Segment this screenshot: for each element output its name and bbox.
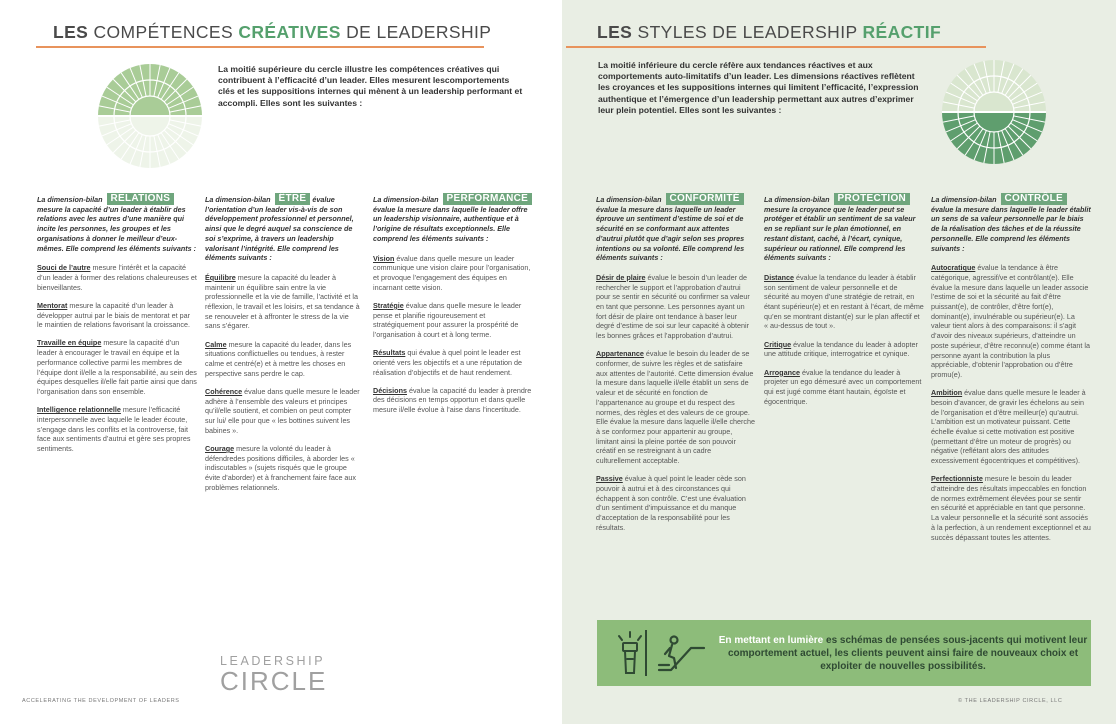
list-item: Distance évalue la tendance du leader à établir son sentiment de valeur personnelle et de sécurité au moyen d’une stratégie de retrait, en étant supérieur(e) et en restant à l’écart, de même qu’en se montrant distant(e) sur le plan affectif et « au-dessus de tout ». xyxy=(764,272,924,331)
leadership-circle-logo: LEADERSHIP CIRCLE xyxy=(220,654,328,696)
list-item: Perfectionniste mesure le besoin du leader d’atteindre des résultats impeccables en fonction de normes extrêmement élevées pour se sentir en sécurité et appréciable en tant que personne. La valeur personnelle et la sécurité sont associés à la perfection, à un rendement exceptionnel et au succès dépassant toutes les attentes. xyxy=(931,474,1091,542)
list-item: Courage mesure la volonté du leader à défendredes positions difficiles, à aborder les « indiscutables » (sujets risqués que le groupe évite d’aborder) et à franchement faire face aux problèmes relationnels. xyxy=(205,443,357,492)
flashlight-icon xyxy=(613,630,647,676)
list-item: Arrogance évalue la tendance du leader à projeter un ego démesuré avec un comportement qui est jugé comme étant hautain, égoïste et égocentrique. xyxy=(764,367,922,406)
title-rule xyxy=(566,46,986,48)
list-item: Désir de plaire évalue le besoin d’un leader de rechercher le support et l’approbation d’autrui pour se sentir en sécurité ou confirmer sa valeur en tant que personne. Les personnes ayant un fort désir de plaire ont tendance à baser leur degré d’estime de soi sur leur capacité à obtenir les bonnes grâces et l’approbation d’autrui. xyxy=(596,272,750,341)
circle-top-half-icon xyxy=(96,62,204,170)
conformite-badge: CONFORMITÉ xyxy=(666,193,744,205)
controle-badge: CONTRÔLE xyxy=(1001,193,1068,205)
list-item: Équilibre mesure la capacité du leader à maintenir un équilibre sain entre la vie professionnelle et la vie de famille, l’activité et la réflexion, le travail et les loisirs, et sa tendance à se renouveler et à affronter le stress de la vie sans s’égarer. xyxy=(205,272,360,331)
insight-banner xyxy=(597,620,1091,686)
list-item: Calme mesure la capacité du leader, dans les situations conflictuelles ou tendues, à rester calme et centré(e) et à mettre les choses en perspective sans perdre le cap. xyxy=(205,339,352,378)
right-footer: © THE LEADERSHIP CIRCLE, LLC xyxy=(958,698,1063,704)
list-item: Résultats qui évalue à quel point le leader est orienté vers les objectifs et a une réputation de réalisation d’objectifs et de haut rendement. xyxy=(373,348,523,377)
list-item: Passive évalue à quel point le leader cède son pouvoir à autrui et à des circonstances qui échappent à son contrôle. C’est une évaluation d’un sentiment d’impuissance et du manque d’acceptation de la responsabilité pour les résultats. xyxy=(596,474,746,532)
list-item: Cohérence évalue dans quelle mesure le leader adhère à l’ensemble des valeurs et principes qu’il/elle soutient, et combien on peut compter sur lui/ elle pour que « les bottines suivent les babines ». xyxy=(205,386,360,435)
relations-badge: RELATIONS xyxy=(107,193,175,205)
dimension-performance: La dimension-bilan PERFORMANCE évalue la mesure dans laquelle le leader offre un leadership visionnaire, authentique et à l’origine de résultats exceptionnels. Elle comprend les éléments suivants : Vision évalue dans quelle mesure un leader communique une vision claire pour l’organisation, et provoque l’engagement des équipes en incarnant cette vision. Stratégie évalue dans quelle mesure le leader pense et planifie rigoureusement et stratégiquement pour assurer la prospérité de l’organisation à court et à long terme. Résultats qui évalue à quel point le leader est orienté vers les objectifs et a une réputation de réalisation d’objectifs et de haut rendement. Décisions évalue la capacité du leader à prendre des décisions en temps opportun et dans quelle mesure il/elle évolue à l’aise dans l’incertitude. xyxy=(373,193,532,415)
creative-page-title: LES COMPÉTENCES CRÉATIVES DE LEADERSHIP xyxy=(53,22,492,42)
dimension-protection: La dimension-bilan PROTECTION mesure la croyance que le leader peut se protéger et établir un sentiment de sa valeur en se repliant sur le plan émotionnel, en restant distant, caché, à l’écart, cynique, supérieur ou rationnel. Elle comprend les éléments suivants : Distance évalue la tendance du leader à établir son sentiment de valeur personnelle et de sécurité au moyen d’une stratégie de retrait, en étant supérieur(e) et en restant à l’écart, de même qu’en se montrant distant(e) sur le plan affectif et « au-dessus de tout ». Critique évalue la tendance du leader à adopter une attitude critique, interrogatrice et cynique. Arrogance évalue la tendance du leader à projeter un ego démesuré avec un comportement qui est jugé comme étant hautain, égoïste et égocentrique. xyxy=(764,193,924,406)
list-item: Critique évalue la tendance du leader à adopter une attitude critique, interrogatrice et cynique. xyxy=(764,339,918,359)
dimension-controle: La dimension-bilan CONTRÔLE évalue la mesure dans laquelle le leader établit un sens de sa valeur personnelle par le biais de la réalisation des tâches et de la réussite personnelle. Elle comprend les éléments suivants : Autocratique évalue la tendance à être catégorique, agressif/ve et contrôlant(e). Elle évalue la mesure dans laquelle un leader associe l’estime de soi et la sécurité au fait d’être puissant(e), de contrôler, d’être fort(e), dominant(e), invulnérable ou supérieur(e). La valeur tient alors à des comparaisons: il s’agit d’avoir des niveaux supérieurs, d’atteindre un poste supérieur, d’être reconnu(e) comme étant la personne ayant la contribution la plus appréciable, d’obtenir l’approbation ou d’être promu(e). Ambition évalue dans quelle mesure le leader à besoin d’avancer, de gravir les échelons au sein de l’organisation et d’être meilleur(e) qu’autrui. L’ambition est un motivateur puissant. Cette échelle évalue si cette motivation est positive (permettant d’être un moteur de progrès) ou négative (reflétant alors des attitudes excessivement égocentriques et compétitives). Perfectionniste mesure le besoin du leader d’atteindre des résultats impeccables en fonction de normes extrêmement élevées pour se sentir en sécurité et appréciable en tant que personne. La valeur personnelle et la sécurité sont associés à la perfection, à un rendement exceptionnel et au succès dépassant toutes les attentes. xyxy=(931,193,1091,542)
reactive-intro: La moitié inférieure du cercle réfère aux tendances réactives et aux comportements auto-limitatifs d’un leader. Les dimensions réactives reflètent les croyances et les suppositions internes qui limitent l’efficacité, l’expression authentique et l’émergence d’un leadership permettant aux autres d’exprimer leur plein potentiel. Elles sont les suivantes : xyxy=(598,60,919,115)
circle-bottom-half-icon xyxy=(940,58,1048,166)
banner-divider xyxy=(645,630,647,676)
dimension-relations: La dimension-bilan RELATIONS mesure la capacité d’un leader à établir des relations avec les autres d’une manière qui incite les personnes, les groupes et les organisations à donner le meilleur d’eux-mêmes. Elle comprend les éléments suivants : Souci de l’autre mesure l’intérêt et la capacité d’un leader à former des relations chaleureuses et bienveillantes. Mentorat mesure la capacité d’un leader à développer autrui par le biais de mentorat et par le maintien de relations favorisant la croissance. Travaille en équipe mesure la capacité d’un leader à encourager le travail en équipe et la performance collective parmi les membres de l’équipe dont il/elle a la responsabilité, au sein des équipes desquelles il/elle fait partie ainsi que dans l’organisation dans son ensemble. Intelligence relationnelle mesure l’efficacité interpersonnelle avec laquelle le leader écoute, s’engage dans les conflits et la controverse, fait face aux sentiments d’autrui et gère ses propres sentiments. xyxy=(37,193,197,453)
protection-badge: PROTECTION xyxy=(834,193,911,205)
list-item: Appartenance évalue le besoin du leader de se conformer, de suivre les règles et de satisfaire aux attentes de l’autorité. Cette dimension évalue la mesure dans laquelle il/elle établit un sens de valeur et de sécurité en fonction de l’appartenance au groupe et du respect des normes, des règles et des valeurs de ce groupe. Elle évalue la mesure dans laquelle il/elle cherche à se conformez pour appartenir au groupe, limitant ainsi la pleine portée de son pouvoir créatif en se restreignant à un cadre culturellement acceptable. xyxy=(596,349,756,466)
banner-message: En mettant en lumière es schémas de pensées sous-jacents qui motivent leur comportement actuel, les clients peuvent ainsi faire de nouveaux choix et exploiter de nouvelles possibilités. xyxy=(718,635,1088,672)
left-footer: ACCELERATING THE DEVELOPMENT OF LEADERS xyxy=(22,698,180,704)
reactive-page-title: LES STYLES DE LEADERSHIP RÉACTIF xyxy=(597,22,942,42)
list-item: Intelligence relationnelle mesure l’efficacité interpersonnelle avec laquelle le leader écoute, s’engage dans les conflits et la controverse, fait face aux sentiments d’autrui et gère ses propres sentiments. xyxy=(37,405,191,453)
escalator-icon xyxy=(657,634,707,674)
performance-badge: PERFORMANCE xyxy=(443,193,533,205)
creative-intro: La moitié supérieure du cercle illustre les compétences créatives qui contribuent à l’efficacité d’un leader. Elles mesurent lescomportements clés et les suppositions internes qui mènent à un leadership performant et accompli. Elles sont les suivantes : xyxy=(218,64,523,108)
dimension-etre: La dimension-bilan ÊTRE évalue l’orientation d’un leader vis-à-vis de son développement professionnel et personnel, ainsi que le degré auquel sa conscience de soi s’exprime, à travers un leadership valorisant l’intégrité. Elle comprend les éléments suivants : Équilibre mesure la capacité du leader à maintenir un équilibre sain entre la vie professionnelle et la vie de famille, l’activité et la réflexion, le travail et les loisirs, et sa tendance à se renouveler et à affronter le stress de la vie sans s’égarer. Calme mesure la capacité du leader, dans les situations conflictuelles ou tendues, à rester calme et centré(e) et à mettre les choses en perspective sans perdre le cap. Cohérence évalue dans quelle mesure le leader adhère à l’ensemble des valeurs et principes qu’il/elle soutient, et combien on peut compter sur lui/ elle pour que « les bottines suivent les babines ». Courage mesure la volonté du leader à défendredes positions difficiles, à aborder les « indiscutables » (sujets risqués que le groupe évite d’aborder) et à franchement faire face aux problèmes relationnels. xyxy=(205,193,363,501)
list-item: Stratégie évalue dans quelle mesure le leader pense et planifie rigoureusement et stratégiquement pour assurer la prospérité de l’organisation à court et à long terme. xyxy=(373,300,522,339)
list-item: Décisions évalue la capacité du leader à prendre des décisions en temps opportun et dans quelle mesure il/elle évolue à l’aise dans l’incertitude. xyxy=(373,385,532,415)
title-rule xyxy=(36,46,484,48)
etre-badge: ÊTRE xyxy=(275,193,311,205)
list-item: Travaille en équipe mesure la capacité d’un leader à encourager le travail en équipe et la performance collective parmi les membres de l’équipe dont il/elle a la responsabilité, au sein des équipes desquelles il/elle fait partie ainsi que dans l’organisation dans son ensemble. xyxy=(37,338,197,396)
list-item: Ambition évalue dans quelle mesure le leader à besoin d’avancer, de gravir les échelons au sein de l’organisation et d’être meilleur(e) qu’autrui. L’ambition est un motivateur puissant. Cette échelle évalue si cette motivation est positive (permettant d’être un moteur de progrès) ou négative (reflétant alors des attitudes excessivement égocentriques et compétitives). xyxy=(931,388,1086,466)
list-item: Souci de l’autre mesure l’intérêt et la capacité d’un leader à former des relations chaleureuses et bienveillantes. xyxy=(37,263,197,292)
list-item: Vision évalue dans quelle mesure un leader communique une vision claire pour l’organisation, et provoque l’engagement des équipes en incarnant cette vision. xyxy=(373,253,531,292)
list-item: Mentorat mesure la capacité d’un leader à développer autrui par le biais de mentorat et par le maintien de relations favorisant la croissance. xyxy=(37,300,191,330)
dimension-conformite: La dimension-bilan CONFORMITÉ évalue la mesure dans laquelle un leader éprouve un sentiment d’estime de soi et de sécurité en se conformant aux attentes d’autrui plutôt que d’agir selon ses propres intentions ou sa volonté. Elle comprend les éléments suivants : Désir de plaire évalue le besoin d’un leader de rechercher le support et l’approbation d’autrui pour se sentir en sécurité ou confirmer sa valeur en tant que personne. Les personnes ayant un fort désir de plaire ont tendance à baser leur degré d’estime de soi sur leur capacité à obtenir les bonnes grâces et l’approbation d’autrui. Appartenance évalue le besoin du leader de se conformer, de suivre les règles et de satisfaire aux attentes de l’autorité. Cette dimension évalue la mesure dans laquelle il/elle établit un sens de valeur et de sécurité en fonction de l’appartenance au groupe et du respect des normes, des règles et des valeurs de ce groupe. Elle évalue la mesure dans laquelle il/elle cherche à se conformez pour appartenir au groupe, limitant ainsi la pleine portée de son pouvoir créatif en se restreignant à un cadre culturellement acceptable. Passive évalue à quel point le leader cède son pouvoir à autrui et à des circonstances qui échappent à son contrôle. C’est une évaluation d’un sentiment d’impuissance et du manque d’acceptation de la responsabilité pour les résultats. xyxy=(596,193,756,532)
list-item: Autocratique évalue la tendance à être catégorique, agressif/ve et contrôlant(e). Elle évalue la mesure dans laquelle un leader associe l’estime de soi et la sécurité au fait d’être puissant(e), de contrôler, d’être fort(e), dominant(e), invulnérable ou supérieur(e). La valeur tient alors à des comparaisons: il s’agit d’avoir des niveaux supérieurs, d’atteindre un poste supérieur, d’être reconnu(e) comme étant la personne ayant la contribution la plus appréciable, d’obtenir l’approbation ou d’être promu(e). xyxy=(931,263,1091,379)
